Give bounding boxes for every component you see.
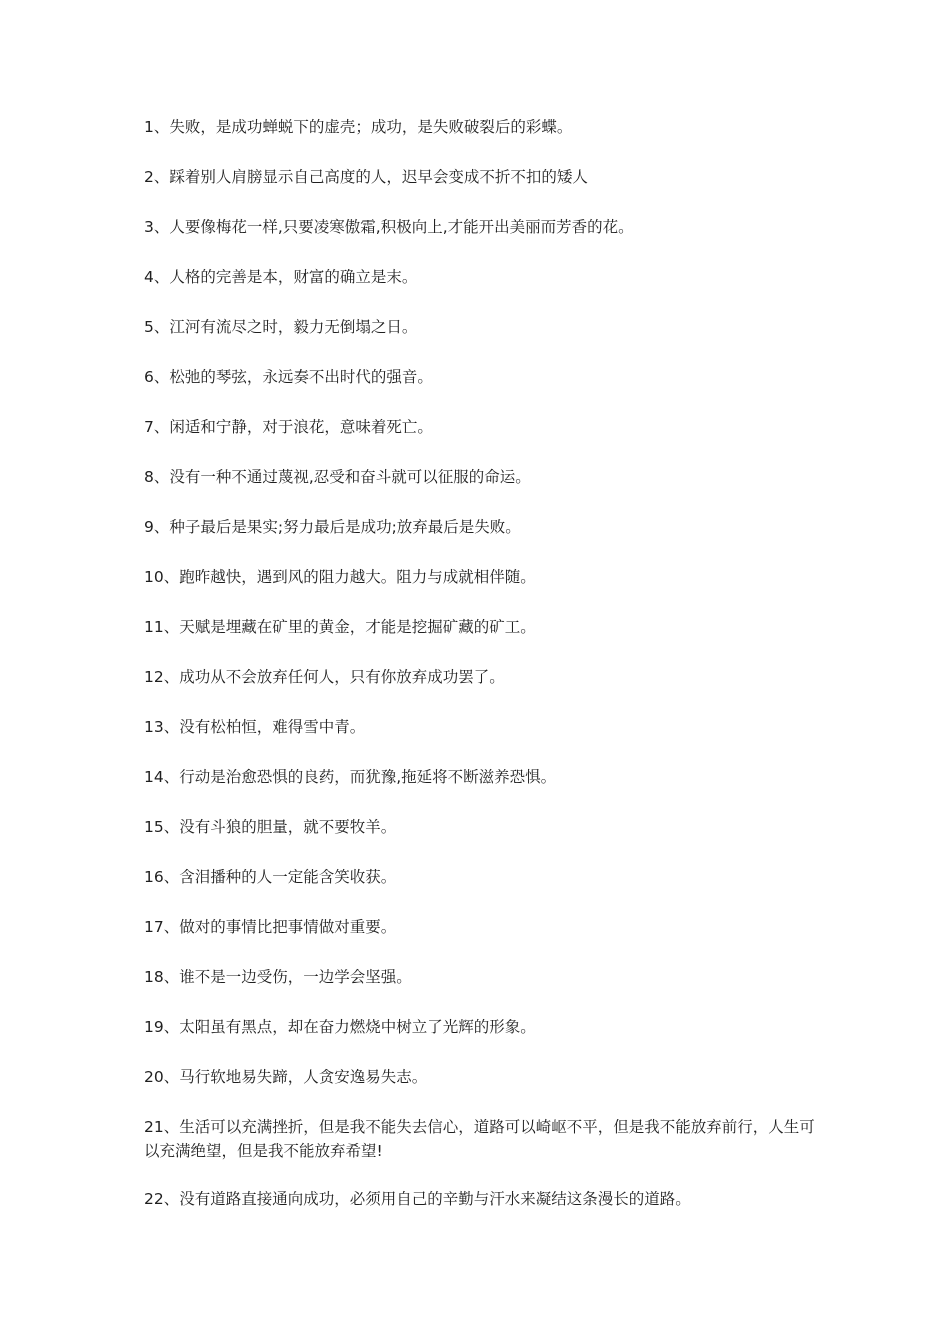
quote-item: 8、没有一种不通过蔑视,忍受和奋斗就可以征服的命运。 [144,468,531,486]
quote-item: 1、失败，是成功蝉蜕下的虚壳；成功，是失败破裂后的彩蝶。 [144,118,573,136]
quote-item: 16、含泪播种的人一定能含笑收获。 [144,868,397,886]
quote-item: 15、没有斗狼的胆量，就不要牧羊。 [144,818,397,836]
quote-item: 4、人格的完善是本，财富的确立是末。 [144,268,418,286]
quote-item: 5、江河有流尽之时，毅力无倒塌之日。 [144,318,418,336]
quote-item: 6、松弛的琴弦，永远奏不出时代的强音。 [144,368,433,386]
quote-list [144,115,824,1237]
quote-item: 11、天赋是埋藏在矿里的黄金，才能是挖掘矿藏的矿工。 [144,618,536,636]
quote-item: 22、没有道路直接通向成功，必须用自己的辛勤与汗水来凝结这条漫长的道路。 [144,1190,691,1208]
quote-item: 19、太阳虽有黑点，却在奋力燃烧中树立了光辉的形象。 [144,1018,536,1036]
quote-item: 14、行动是治愈恐惧的良药，而犹豫,拖延将不断滋养恐惧。 [144,768,557,786]
quote-item: 10、跑昨越快，遇到风的阻力越大。阻力与成就相伴随。 [144,568,536,586]
quote-item: 3、人要像梅花一样,只要凌寒傲霜,积极向上,才能开出美丽而芳香的花。 [144,218,634,236]
quote-item: 2、踩着别人肩膀显示自己高度的人，迟早会变成不折不扣的矮人 [144,168,588,186]
quote-item: 20、马行软地易失蹄，人贪安逸易失志。 [144,1068,428,1086]
quote-item: 9、种子最后是果实;努力最后是成功;放弃最后是失败。 [144,518,521,536]
quote-item: 17、做对的事情比把事情做对重要。 [144,918,397,936]
quote-item: 18、谁不是一边受伤，一边学会坚强。 [144,968,412,986]
quote-item: 13、没有松柏恒，难得雪中青。 [144,718,366,736]
quote-item: 7、闲适和宁静，对于浪花，意味着死亡。 [144,418,433,436]
quote-item: 21、生活可以充满挫折，但是我不能失去信心，道路可以崎岖不平，但是我不能放弃前行，人生可以充满绝望，但是我不能放弃希望! [144,1118,815,1160]
quote-item: 12、成功从不会放弃任何人，只有你放弃成功罢了。 [144,668,505,686]
